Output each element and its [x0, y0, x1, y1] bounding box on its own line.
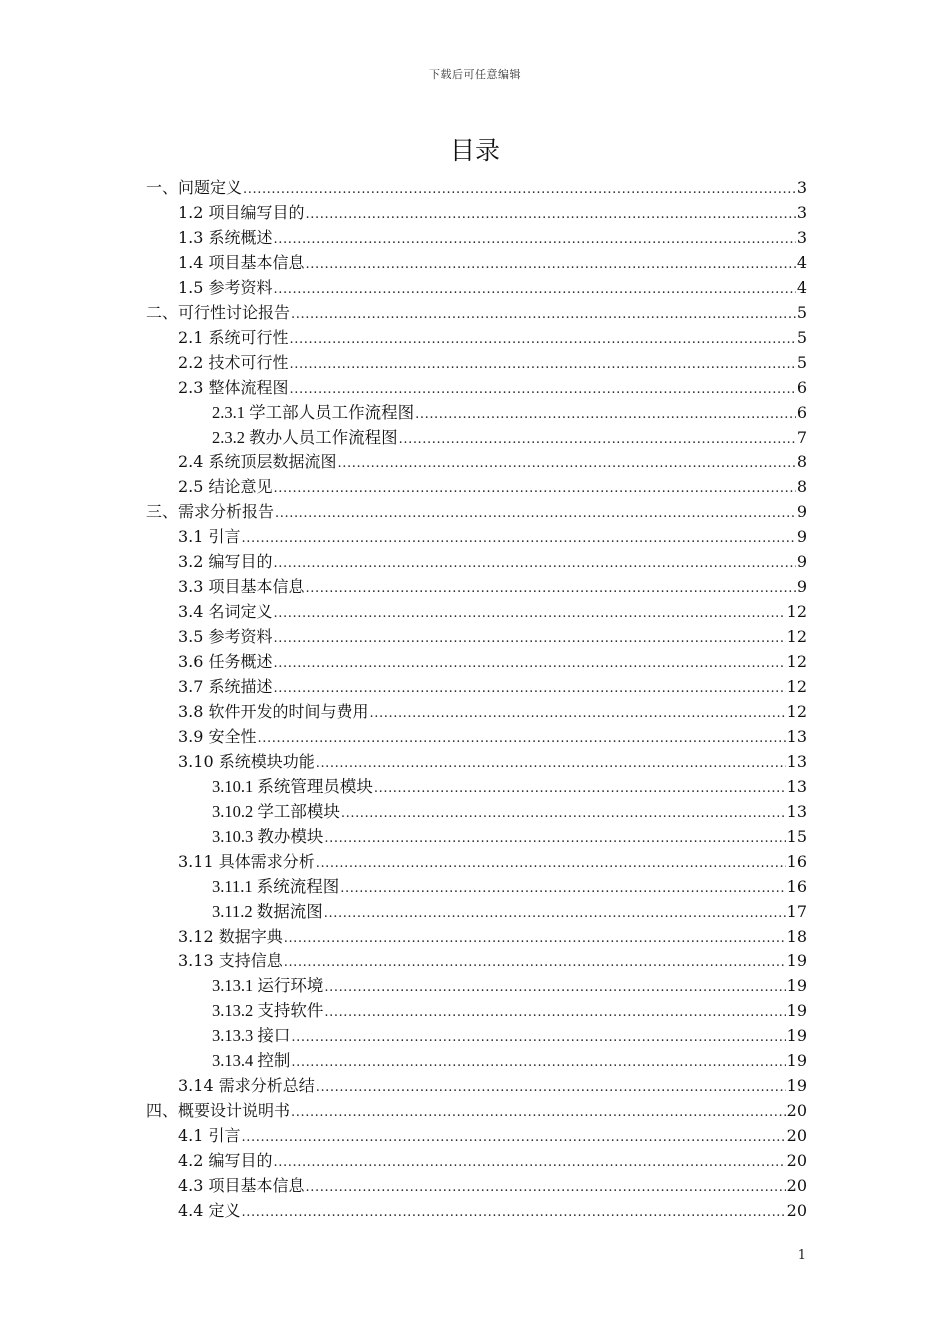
toc-entry[interactable]	[178, 325, 807, 350]
toc-entry[interactable]	[212, 799, 807, 824]
toc-entry-page: 19	[786, 1001, 807, 1021]
toc-entry[interactable]	[178, 924, 807, 949]
toc-dot-leader	[341, 801, 786, 824]
toc-entry-label: 1.5 参考资料	[178, 277, 273, 297]
toc-entry-page: 12	[786, 627, 807, 647]
toc-entry-label: 3.12 数据字典	[178, 926, 283, 946]
toc-entry-label: 1.2 项目编写目的	[178, 202, 305, 222]
toc-entry[interactable]	[212, 874, 807, 899]
toc-title: 目录	[449, 136, 500, 165]
toc-dot-leader	[338, 451, 796, 474]
toc-entry-page: 3	[796, 202, 807, 222]
toc-dot-leader	[242, 1125, 786, 1148]
toc-entry[interactable]	[178, 474, 807, 499]
toc-entry[interactable]	[178, 350, 807, 375]
toc-entry-label: 3.9 安全性	[178, 726, 257, 746]
toc-dot-leader	[306, 576, 796, 599]
toc-dot-leader	[274, 1150, 786, 1173]
toc-dot-leader	[275, 501, 796, 524]
toc-entry-label: 3.7 系统描述	[178, 677, 273, 696]
toc-entry[interactable]	[178, 1073, 807, 1098]
toc-entry[interactable]	[178, 549, 807, 574]
toc-entry[interactable]	[178, 524, 807, 549]
toc-entry-label: 2.3 整体流程图	[178, 377, 289, 397]
toc-dot-leader	[274, 227, 796, 250]
toc-entry-label: 4.4 定义	[178, 1200, 241, 1220]
toc-dot-leader	[291, 1100, 786, 1123]
toc-entry[interactable]	[212, 1023, 807, 1048]
toc-entry-page: 4	[796, 252, 807, 272]
toc-entry[interactable]	[212, 899, 807, 924]
toc-entry-label: 2.4 系统顶层数据流图	[178, 452, 337, 472]
toc-dot-leader	[306, 1175, 786, 1198]
toc-entry[interactable]	[178, 250, 807, 275]
toc-entry-page: 6	[796, 402, 807, 422]
toc-entry[interactable]	[212, 824, 807, 849]
toc-entry-page: 13	[786, 751, 807, 771]
toc-entry-label: 三、需求分析报告	[146, 502, 275, 522]
toc-dot-leader	[290, 352, 796, 375]
toc-entry[interactable]	[146, 300, 807, 325]
toc-entry[interactable]	[178, 1123, 807, 1148]
toc-entry-label: 3.8 软件开发的时间与费用	[178, 701, 369, 721]
toc-dot-leader	[316, 751, 786, 774]
toc-entry-page: 5	[796, 352, 807, 372]
toc-entry[interactable]	[178, 574, 807, 599]
page-header: 下载后可任意编辑	[429, 68, 521, 81]
toc-entry-page: 9	[796, 552, 807, 572]
toc-entry[interactable]	[178, 200, 807, 225]
toc-dot-leader	[374, 776, 786, 799]
toc-dot-leader	[274, 626, 786, 649]
toc-entry[interactable]	[178, 449, 807, 474]
toc-entry-page: 12	[786, 602, 807, 622]
toc-entry-label: 3.13.3 接口	[212, 1026, 291, 1046]
toc-entry-label: 3.13 支持信息	[178, 951, 283, 971]
toc-dot-leader	[324, 1000, 785, 1023]
toc-dot-leader	[340, 876, 785, 899]
toc-dot-leader	[284, 926, 786, 949]
toc-entry-label: 3.13.1 运行环境	[212, 976, 324, 996]
toc-entry[interactable]	[212, 774, 807, 799]
toc-dot-leader	[274, 651, 786, 674]
toc-entry[interactable]	[178, 649, 807, 674]
toc-entry-label: 2.3.1 学工部人员工作流程图	[212, 402, 415, 422]
toc-dot-leader	[399, 427, 796, 450]
toc-entry[interactable]	[212, 973, 807, 998]
toc-entry-label: 2.3.2 教办人员工作流程图	[212, 427, 398, 447]
toc-entry[interactable]	[212, 425, 807, 450]
toc-entry-page: 12	[786, 701, 807, 721]
toc-entry[interactable]	[178, 1148, 807, 1173]
toc-dot-leader	[370, 701, 786, 724]
toc-entry[interactable]	[178, 1173, 807, 1198]
page-number: 1	[797, 1248, 806, 1263]
toc-entry-page: 15	[786, 826, 807, 846]
toc-entry-page: 4	[796, 277, 807, 297]
toc-entry-label: 3.10.2 学工部模块	[212, 801, 340, 821]
toc-entry-page: 8	[796, 477, 807, 497]
toc-entry-label: 4.1 引言	[178, 1126, 241, 1146]
toc-entry[interactable]	[178, 624, 807, 649]
toc-entry-page: 3	[796, 227, 807, 247]
toc-entry-label: 3.11.2 数据流图	[212, 901, 323, 921]
toc-entry-label: 一、问题定义	[146, 178, 243, 197]
toc-dot-leader	[306, 202, 796, 225]
toc-entry-label: 3.10.3 教办模块	[212, 826, 324, 846]
toc-entry-page: 19	[786, 951, 807, 971]
toc-entry-page: 5	[796, 302, 807, 322]
toc-entry[interactable]	[146, 1098, 807, 1123]
toc-entry-label: 二、可行性讨论报告	[146, 302, 291, 322]
toc-entry-page: 17	[786, 901, 807, 921]
toc-dot-leader	[258, 726, 786, 749]
toc-entry-page: 12	[786, 677, 807, 696]
toc-entry-label: 3.2 编写目的	[178, 552, 273, 572]
toc-entry-page: 20	[786, 1200, 807, 1220]
toc-dot-leader	[316, 851, 786, 874]
toc-entry-label: 3.13.4 控制	[212, 1051, 291, 1071]
toc-entry-label: 2.1 系统可行性	[178, 327, 289, 347]
toc-entry-page: 19	[786, 976, 807, 996]
toc-dot-leader	[274, 601, 786, 624]
toc-dot-leader	[242, 1200, 786, 1223]
toc-entry-page: 20	[786, 1126, 807, 1146]
toc-entry[interactable]	[146, 499, 807, 524]
toc-entry-page: 19	[786, 1051, 807, 1071]
toc-dot-leader	[242, 526, 796, 549]
toc-entry[interactable]	[178, 674, 807, 699]
toc-entry-page: 16	[786, 851, 807, 871]
toc-entry[interactable]	[178, 948, 807, 973]
toc-entry[interactable]	[212, 1048, 807, 1073]
toc-entry-label: 2.5 结论意见	[178, 477, 273, 497]
toc-entry[interactable]	[178, 749, 807, 774]
toc-entry-label: 3.10 系统模块功能	[178, 751, 315, 771]
toc-entry-label: 3.11 具体需求分析	[178, 851, 315, 871]
toc-dot-leader	[415, 402, 796, 425]
toc-dot-leader	[284, 950, 786, 973]
toc-entry-label: 3.13.2 支持软件	[212, 1001, 324, 1021]
toc-entry[interactable]	[178, 1198, 807, 1223]
toc-dot-leader	[291, 302, 796, 325]
toc-dot-leader	[290, 377, 796, 400]
toc-dot-leader	[274, 676, 786, 699]
toc-entry-label: 1.4 项目基本信息	[178, 252, 305, 272]
toc-entry-label: 3.10.1 系统管理员模块	[212, 776, 373, 796]
toc-entry-label: 3.6 任务概述	[178, 652, 273, 672]
toc-entry-page: 7	[796, 427, 807, 447]
toc-entry[interactable]	[212, 400, 807, 425]
toc-entry-page: 5	[796, 327, 807, 347]
toc-entry-label: 4.2 编写目的	[178, 1151, 273, 1171]
toc-dot-leader	[306, 252, 796, 275]
toc-entry-page: 9	[796, 502, 807, 522]
toc-entry-page: 20	[786, 1176, 807, 1195]
toc-dot-leader	[274, 551, 796, 574]
toc-entry[interactable]	[178, 375, 807, 400]
toc-dot-leader	[291, 1025, 785, 1048]
toc-entry[interactable]	[178, 275, 807, 300]
toc-entry-label: 3.14 需求分析总结	[178, 1076, 315, 1096]
toc-dot-leader	[274, 277, 796, 300]
toc-entry-page: 16	[786, 876, 807, 896]
toc-entry-page: 9	[796, 577, 807, 597]
toc-dot-leader	[324, 826, 785, 849]
toc-entry-label: 3.3 项目基本信息	[178, 577, 305, 597]
toc-entry[interactable]	[178, 599, 807, 624]
toc-entry-page: 18	[786, 926, 807, 946]
toc-entry-page: 13	[786, 726, 807, 746]
toc-entry-page: 13	[786, 776, 807, 796]
toc-entry-page: 3	[796, 178, 807, 197]
toc-dot-leader	[291, 1050, 785, 1073]
toc-entry-label: 1.3 系统概述	[178, 227, 273, 247]
toc-entry[interactable]	[146, 175, 807, 200]
toc-entry-label: 四、概要设计说明书	[146, 1101, 291, 1121]
toc-entry-page: 12	[786, 652, 807, 672]
toc-entry-page: 19	[786, 1076, 807, 1096]
toc-dot-leader	[243, 177, 796, 200]
toc-entry-label: 3.5 参考资料	[178, 627, 273, 647]
toc-entry[interactable]	[178, 225, 807, 250]
toc-entry-page: 13	[786, 801, 807, 821]
toc-entry-page: 19	[786, 1026, 807, 1046]
toc-entry-label: 2.2 技术可行性	[178, 352, 289, 372]
toc-entry[interactable]	[212, 998, 807, 1023]
toc-entry-label: 3.11.1 系统流程图	[212, 876, 340, 896]
toc-dot-leader	[316, 1075, 786, 1098]
toc-entry-page: 20	[786, 1101, 807, 1121]
toc-entry-page: 6	[796, 377, 807, 397]
toc-entry-page: 8	[796, 452, 807, 472]
toc-dot-leader	[274, 476, 796, 499]
toc-entry[interactable]	[178, 849, 807, 874]
toc-dot-leader	[324, 901, 786, 924]
toc-entry-label: 3.4 名词定义	[178, 602, 273, 622]
toc-dot-leader	[324, 975, 785, 998]
toc-entry-page: 20	[786, 1151, 807, 1171]
toc-entry-label: 4.3 项目基本信息	[178, 1176, 305, 1195]
toc-dot-leader	[290, 327, 796, 350]
toc-entry[interactable]	[178, 724, 807, 749]
toc-entry-label: 3.1 引言	[178, 527, 241, 547]
toc-entry[interactable]	[178, 699, 807, 724]
toc-entry-page: 9	[796, 527, 807, 547]
